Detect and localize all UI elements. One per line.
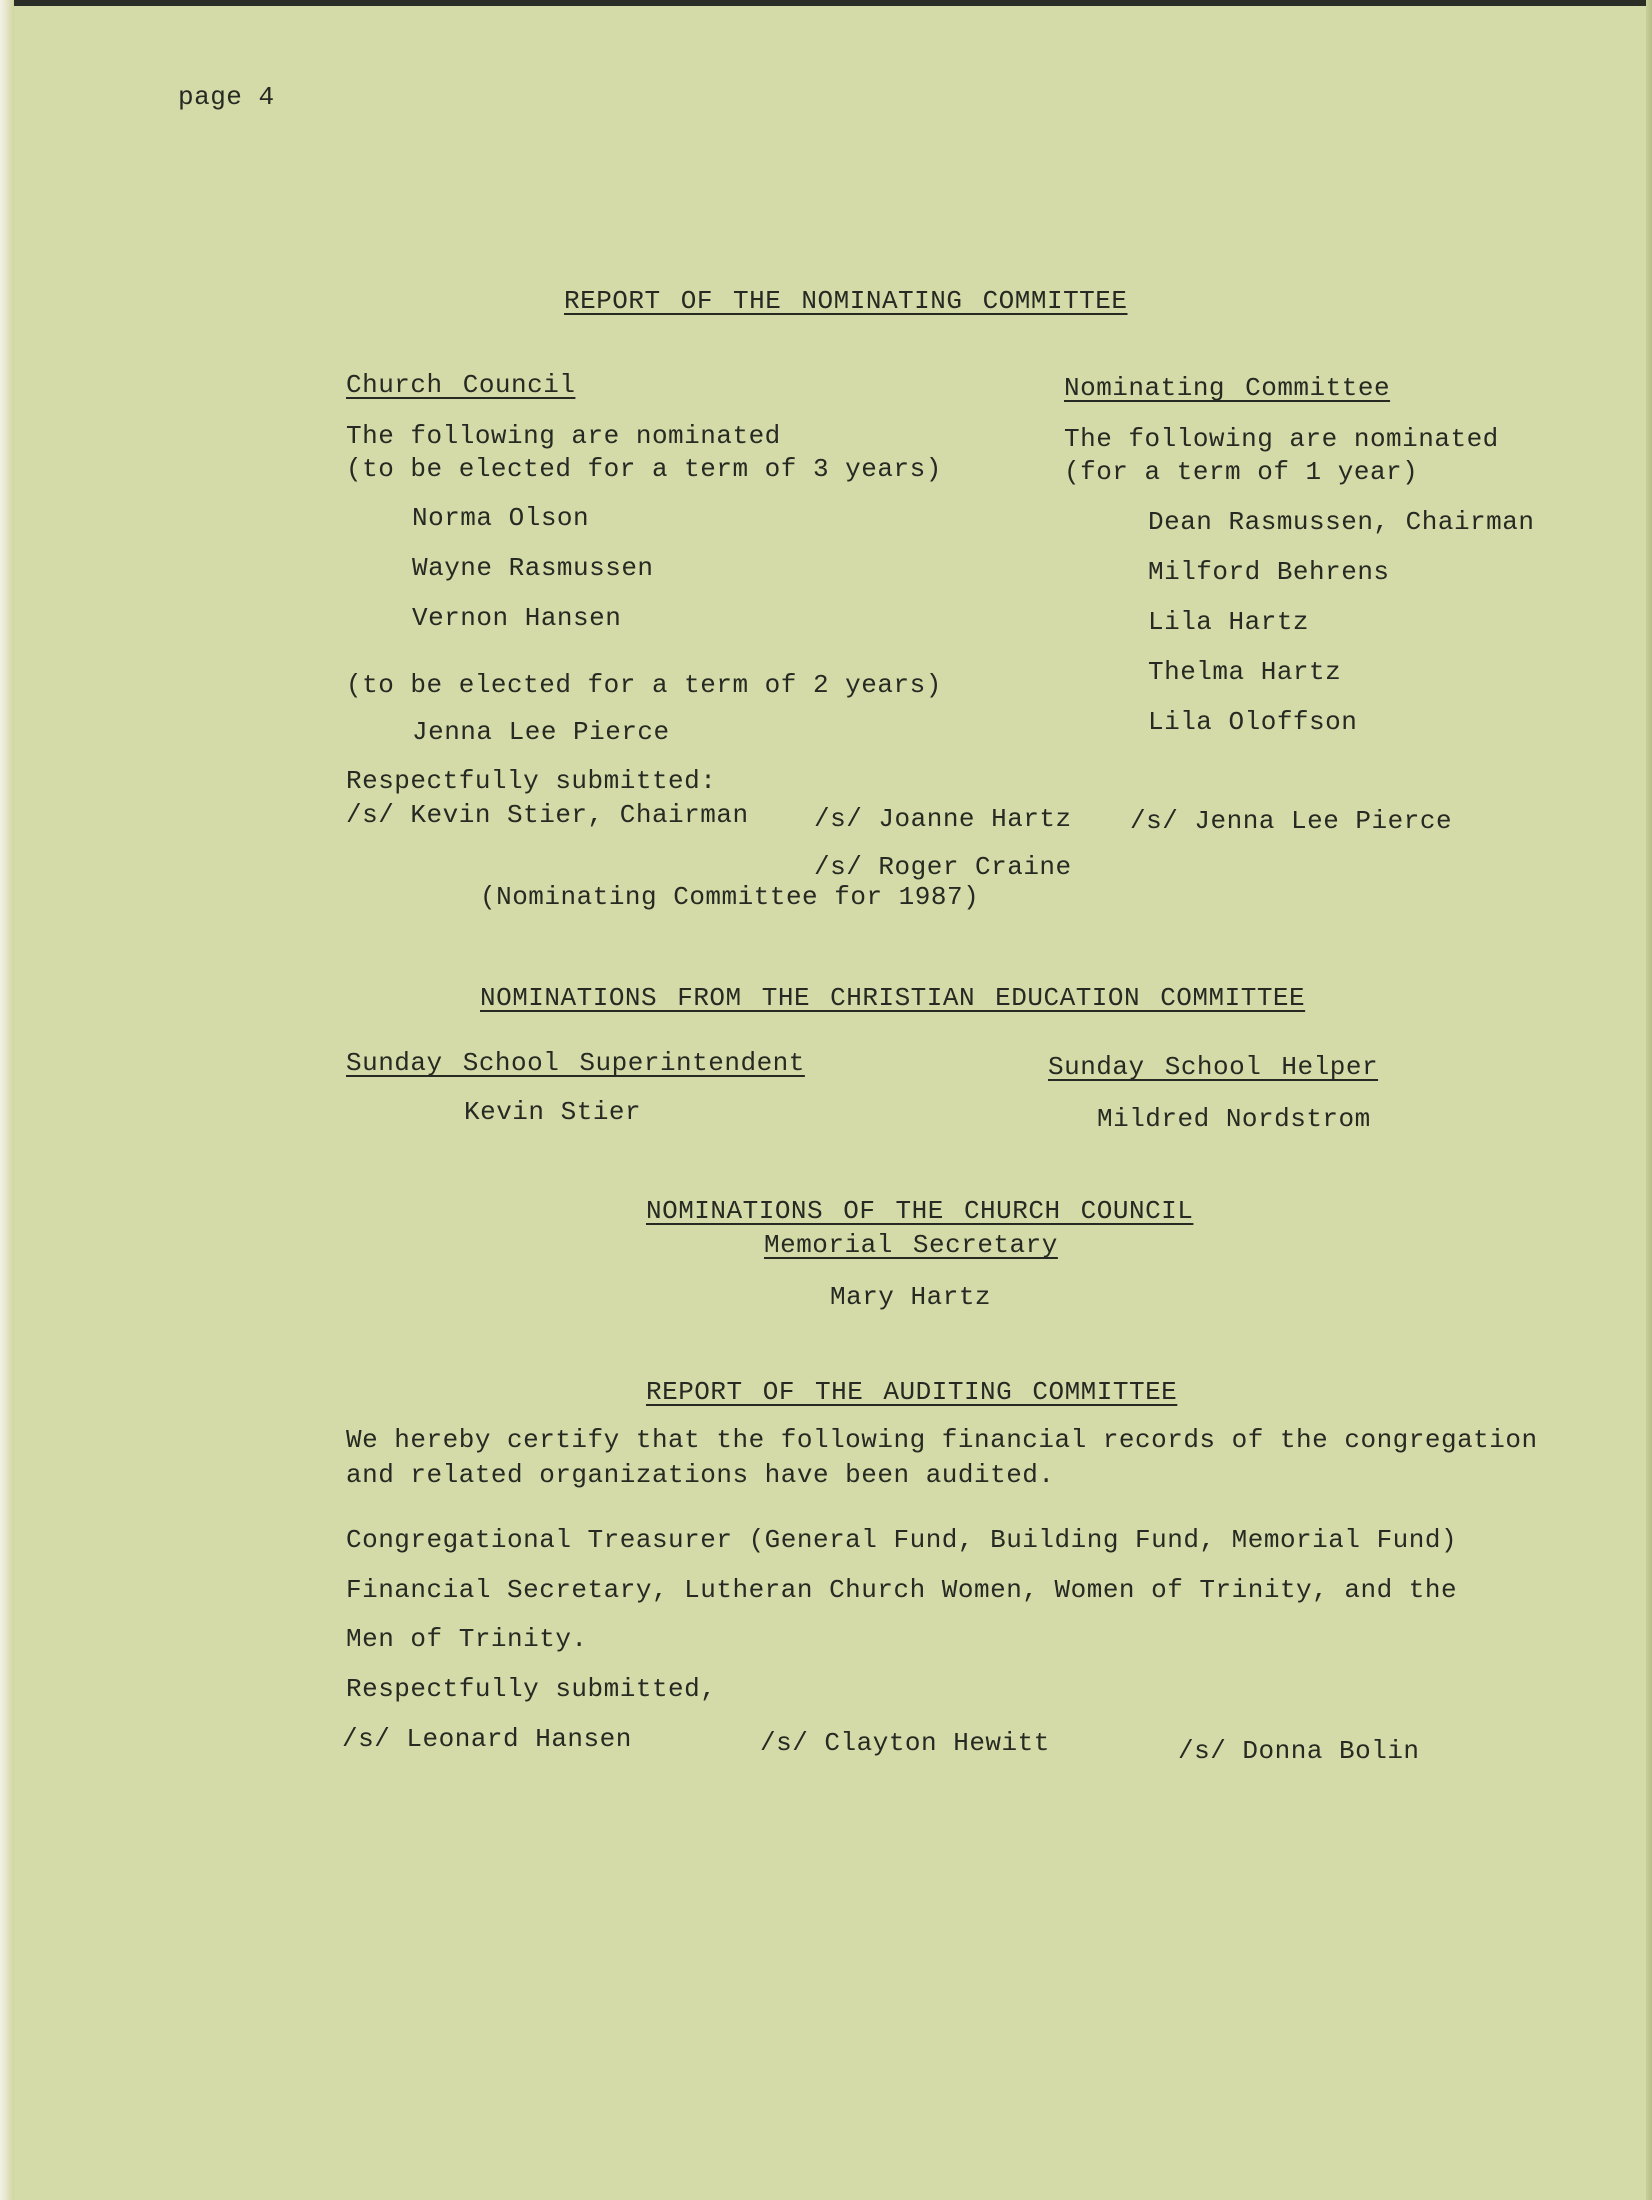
- signature: /s/ Donna Bolin: [1178, 1736, 1420, 1766]
- committee-nominee: Thelma Hartz: [1148, 657, 1342, 687]
- christian-education-title: NOMINATIONS FROM THE CHRISTIAN EDUCATION COMMITTEE: [480, 983, 1306, 1013]
- nominating-committee-intro-1: The following are nominated: [1064, 424, 1499, 454]
- committee-nominee: Milford Behrens: [1148, 557, 1390, 587]
- memorial-secretary-heading: Memorial Secretary: [764, 1230, 1058, 1260]
- nominating-committee-heading: Nominating Committee: [1064, 373, 1391, 403]
- church-council-nominations-title: NOMINATIONS OF THE CHURCH COUNCIL: [646, 1196, 1194, 1226]
- auditing-text: and related organizations have been audited.: [346, 1460, 1055, 1490]
- auditing-text: Men of Trinity.: [346, 1624, 588, 1654]
- church-council-intro-1: The following are nominated: [346, 421, 781, 451]
- committee-nominee: Lila Oloffson: [1148, 707, 1358, 737]
- church-council-intro-2: (to be elected for a term of 3 years): [346, 454, 942, 484]
- council-nominee: Norma Olson: [412, 503, 590, 533]
- superintendent-heading: Sunday School Superintendent: [346, 1048, 805, 1078]
- page-number: page 4: [178, 82, 275, 112]
- signature: /s/ Jenna Lee Pierce: [1130, 806, 1453, 836]
- signature: /s/ Leonard Hansen: [342, 1724, 632, 1754]
- auditing-text: We hereby certify that the following financial records of the congregation: [346, 1425, 1538, 1455]
- nominating-committee-intro-2: (for a term of 1 year): [1064, 457, 1419, 487]
- committee-nominee: Lila Hartz: [1148, 607, 1310, 637]
- nominating-report-title: REPORT OF THE NOMINATING COMMITTEE: [564, 286, 1128, 316]
- respectfully-submitted-label: Respectfully submitted:: [346, 766, 717, 796]
- helper-heading: Sunday School Helper: [1048, 1052, 1379, 1082]
- memorial-secretary-name: Mary Hartz: [830, 1282, 992, 1312]
- signature: /s/ Kevin Stier, Chairman: [346, 800, 749, 830]
- signature: /s/ Clayton Hewitt: [760, 1728, 1050, 1758]
- auditing-text: Congregational Treasurer (General Fund, Building Fund, Memorial Fund): [346, 1525, 1458, 1555]
- page-right-edge: [1646, 0, 1652, 2200]
- committee-nominee: Dean Rasmussen, Chairman: [1148, 507, 1535, 537]
- page-left-edge: [0, 0, 14, 2200]
- council-nominee: Vernon Hansen: [412, 603, 622, 633]
- respectfully-submitted-label: Respectfully submitted,: [346, 1674, 717, 1704]
- council-nominee: Wayne Rasmussen: [412, 553, 654, 583]
- signature: /s/ Roger Craine: [814, 852, 1072, 882]
- auditing-report-title: REPORT OF THE AUDITING COMMITTEE: [646, 1377, 1178, 1407]
- page-top-edge: [0, 0, 1652, 6]
- two-year-term-heading: (to be elected for a term of 2 years): [346, 670, 942, 700]
- helper-name: Mildred Nordstrom: [1097, 1104, 1371, 1134]
- signature: /s/ Joanne Hartz: [814, 804, 1072, 834]
- committee-year-note: (Nominating Committee for 1987): [480, 882, 980, 912]
- church-council-heading: Church Council: [346, 370, 576, 400]
- superintendent-name: Kevin Stier: [464, 1097, 642, 1127]
- council-nominee: Jenna Lee Pierce: [412, 717, 670, 747]
- auditing-text: Financial Secretary, Lutheran Church Women, Women of Trinity, and the: [346, 1575, 1458, 1605]
